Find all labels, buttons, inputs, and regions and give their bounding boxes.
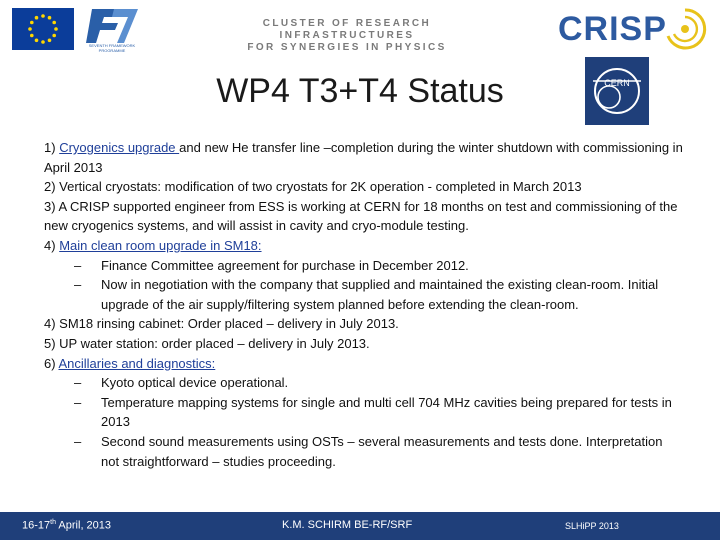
footer-author: K.M. SCHIRM BE-RF/SRF	[282, 519, 413, 531]
item-4b: 4) SM18 rinsing cabinet: Order placed – delivery in July 2013.	[44, 316, 399, 332]
cern-logo-text: CERN	[604, 78, 630, 88]
item-1	[44, 138, 684, 177]
item-6-sub-1	[44, 373, 684, 393]
item-4	[44, 236, 684, 256]
item-6-sub-2-text: Temperature mapping systems for single and multi cell 704 MHz cavities being prepared for tests in 2013	[101, 394, 672, 430]
dash-bullet: –	[74, 277, 82, 293]
item-6-sub-3	[44, 432, 684, 471]
dash-bullet: –	[74, 257, 82, 273]
item-6	[44, 354, 684, 374]
footer-date-sup: th	[50, 519, 56, 526]
footer-date-prefix: 16-17	[22, 519, 51, 532]
item-6-number: 6)	[44, 355, 56, 371]
item-5: 5) UP water station: order placed – delivery in July 2013.	[44, 335, 370, 351]
crisp-logo: CRISP	[558, 10, 667, 48]
footer-event: SLHiPP 2013	[565, 521, 619, 531]
item-3: 3) A CRISP supported engineer from ESS is working at CERN for 18 months on test and commissioning of the new cryogenics systems, and will assist in cavity and cryo-module testing.	[44, 198, 678, 234]
item-1-text: and new He transfer line –completion during the winter shutdown with commissioning in April 2013	[44, 140, 683, 175]
item-4-sub-1-text: Finance Committee agreement for purchase in December 2012.	[101, 257, 469, 273]
item-2: 2) Vertical cryostats: modification of two cryostats for 2K operation - completed in March 2013	[44, 179, 582, 195]
item-4-sub-2	[44, 275, 684, 314]
cern-logo	[585, 57, 649, 125]
dash-bullet: –	[74, 375, 82, 391]
item-4-number: 4)	[44, 237, 56, 253]
status-content	[44, 138, 684, 471]
ancillaries-diagnostics-link[interactable]: Ancillaries and diagnostics:	[58, 355, 216, 371]
item-6-sub-2	[44, 393, 684, 432]
item-6-sub-3-text: Second sound measurements using OSTs – several measurements and tests done. Interpretation not straightforward – studies proceeding.	[101, 433, 663, 469]
item-6-sub-1-text: Kyoto optical device operational.	[101, 375, 289, 391]
cryogenics-upgrade-link[interactable]: Cryogenics upgrade	[59, 140, 180, 155]
footer-date	[22, 519, 111, 532]
dash-bullet: –	[74, 433, 82, 449]
crisp-swirl-icon	[660, 4, 710, 54]
clean-room-upgrade-link[interactable]: Main clean room upgrade in SM18:	[59, 237, 262, 253]
eu-flag-logo	[12, 8, 74, 50]
item-1-number: 1)	[44, 140, 56, 155]
fp7-caption: SEVENTH FRAMEWORK PROGRAMME	[88, 43, 136, 53]
dash-bullet: –	[74, 394, 82, 410]
item-4-sub-1	[44, 256, 684, 276]
footer-bar	[0, 512, 720, 540]
cluster-heading	[212, 18, 482, 54]
slide-title: WP4 T3+T4 Status	[216, 72, 504, 110]
footer-date-suffix: April, 2013	[55, 519, 112, 532]
cluster-line-1: CLUSTER OF RESEARCH INFRASTRUCTURES	[262, 18, 432, 41]
item-4-sub-2-text: Now in negotiation with the company that supplied and maintained the existing clean-room. Initial upgrade of the air supply/filtering system planned before extending the clean-room.	[101, 277, 659, 312]
cluster-line-2: FOR SYNERGIES IN PHYSICS	[247, 42, 447, 53]
